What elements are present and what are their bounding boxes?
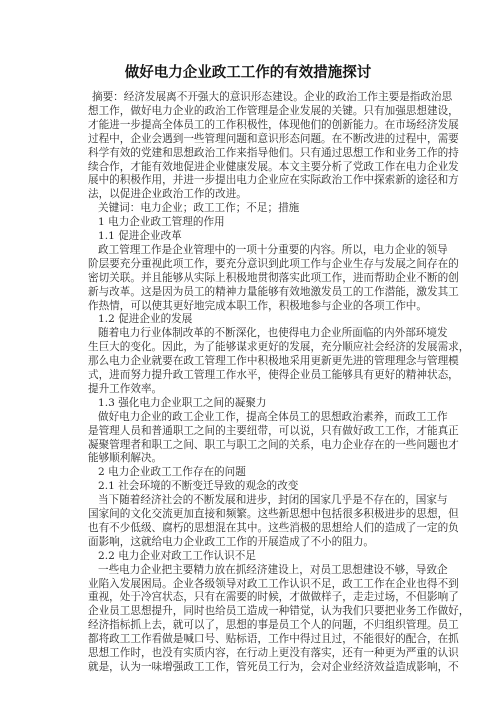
text-line: 凝聚管理者和职工之间、职工与职工之间的关系，电力企业存在的一些问题也才: [88, 438, 459, 451]
text-line: 思想工作时，也没有实质内容，在行动上更没有落实，还有一种更为严重的认识: [88, 647, 459, 659]
text-line: 随着电力行业体制改革的不断深化，也使得电力企业所面临的内外部环境发: [98, 327, 448, 340]
text-line: 想工作，做好电力企业的政治工作管理是企业发展的关键。只有加强思想建设，: [88, 104, 459, 117]
text-line: 重视，处于冷宫状态，只有在需要的时候，才做做样子，走走过场，不但影响了: [88, 591, 459, 604]
text-line: 那么电力企业就要在政工管理工作中积极地采用更新更先进的管理理念与管理模: [88, 355, 459, 368]
text-line: 续合作，才能有效地促进企业健康发展。本文主要分析了党政工作在电力企业发: [88, 160, 459, 173]
text-line: 1.2 促进企业的发展: [98, 313, 193, 326]
text-line: 2.1 社会环境的不断变迁导致的观念的改变: [98, 480, 299, 493]
text-line: 1.3 强化电力企业职工之间的凝聚力: [98, 396, 267, 409]
text-line: 法，以促进企业政治工作的改进。: [88, 188, 247, 201]
text-line: 就是，认为一味增强政工工作，管死员工行为，会对企业经济效益造成影响，不: [88, 660, 459, 673]
text-line: 业陷入发展困局。企业各级领导对政工工作认识不足，政工工作在企业也得不到: [88, 577, 459, 590]
text-line: 新与改革。这是因为员工的精神力量能够有效地激发员工的工作潜能，激发其工: [88, 285, 459, 298]
text-line: 能够顺利解决。: [88, 452, 163, 465]
text-line: 是管理人员和普通职工之间的主要纽带，可以说，只有做好政工工作，才能真正: [88, 424, 459, 437]
text-line: 2.2 电力企业对政工工作认识不足: [98, 549, 256, 562]
text-line: 政工管理工作是企业管理中的一项十分重要的内容。所以，电力企业的领导: [98, 243, 448, 256]
text-line: 2 电力企业政工工作存在的问题: [98, 466, 246, 479]
text-line: 生巨大的变化。因此，为了能够谋求更好的发展，充分顺应社会经济的发展需求，: [88, 341, 470, 354]
text-line: 提升工作效率。: [88, 382, 163, 395]
text-line: 式，进而努力提升政工管理工作水平，使得企业员工能够具有更好的精神状态，: [88, 369, 459, 381]
text-line: 一些电力企业把主要精力放在抓经济建设上，对员工思想建设不够，导致企: [98, 563, 448, 576]
text-line: 过程中，企业会遇到一些管理问题和意识形态问题。在不断改进的过程中，需要: [88, 132, 459, 145]
text-line: 都将政工工作看做是喊口号、贴标语，工作中得过且过，不能很好的配合，在抓: [88, 633, 459, 646]
text-line: 当下随着经济社会的不断发展和进步，封闭的国家几乎是不存在的，国家与: [98, 494, 448, 507]
text-line: 关键词：电力企业；政工工作；不足；措施: [98, 202, 300, 215]
text-line: 科学有效的党建和思想政治工作来指导他们。只有通过思想工作和业务工作的持: [88, 146, 459, 159]
text-line: 经济指标抓上去，就可以了，思想的事是员工个人的问题，不归组织管理。员工: [88, 619, 459, 632]
text-line: 摘要：经济发展离不开强大的意识形态建设。企业的政治工作主要是指政治思: [92, 91, 453, 103]
text-line: 作热情，可以使其更好地完成本职工作，积极地参与企业的各项工作中。: [88, 299, 427, 312]
text-line: 阶层要充分重视此项工作，要充分意识到此项工作与企业生存与发展之间存在的: [88, 257, 459, 270]
text-line: 1 电力企业政工管理的作用: [98, 216, 225, 229]
text-line: 企业员工思想提升，同时也给员工造成一种错觉，认为我们只要把业务工作做好，: [88, 605, 470, 618]
text-line: 才能进一步提高全体员工的工作积极性，体现他们的创新能力。在市场经济发展: [88, 118, 459, 131]
text-line: 面影响，这就给电力企业政工工作的开展造成了不小的阻力。: [88, 535, 375, 548]
text-line: 1.1 促进企业改革: [98, 230, 182, 242]
page-title: 做好电力企业政工工作的有效措施探讨: [124, 65, 372, 81]
text-line: 也有不少低级、腐朽的思想混在其中。这些消极的思想给人们的造成了一定的负: [88, 521, 459, 534]
text-line: 展中的积极作用，并进一步提出电力企业应在实际政治工作中探索新的途径和方: [88, 174, 459, 187]
text-line: 国家间的文化交流更加直接和频繁。这些新思想中包括很多积极进步的思想，但: [88, 508, 459, 520]
text-line: 做好电力企业的政工企业工作，提高全体员工的思想政治素养，而政工工作: [98, 410, 448, 423]
text-line: 密切关联。并且能够从实际上积极地贯彻落实此项工作，进而帮助企业不断的创: [88, 271, 459, 284]
